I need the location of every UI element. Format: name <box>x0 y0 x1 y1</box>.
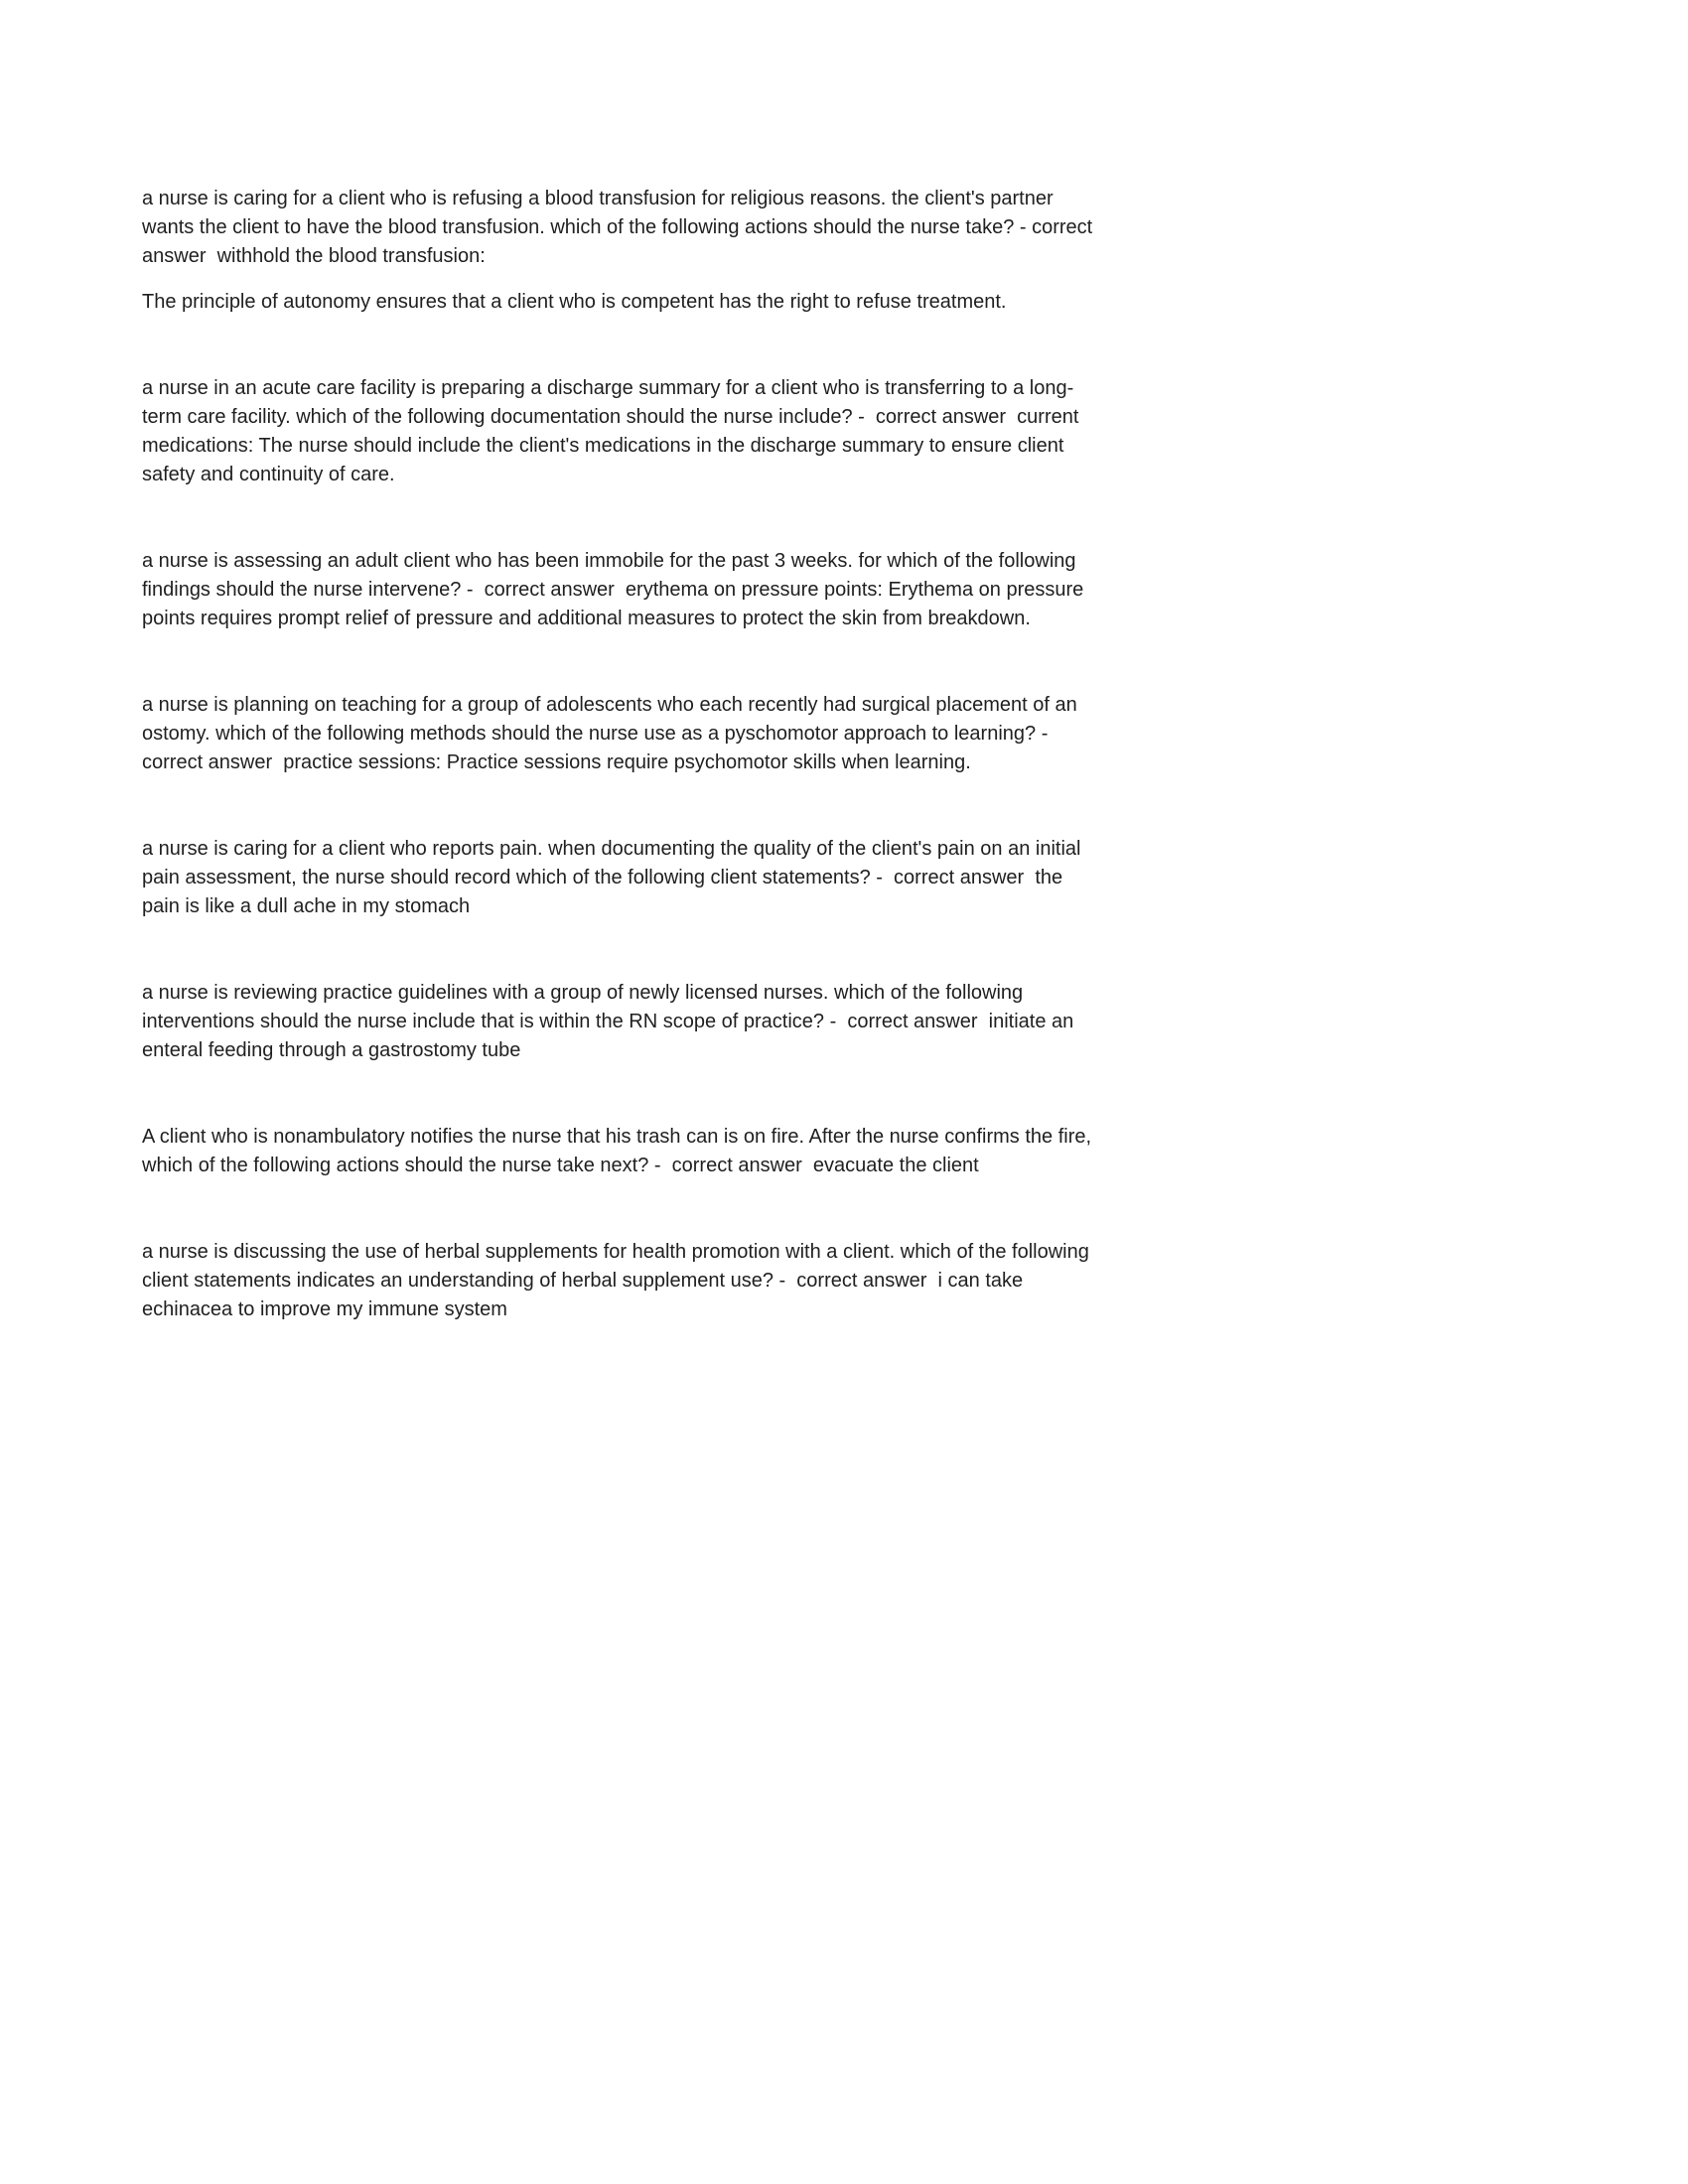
qa-paragraph: a nurse is planning on teaching for a group of adolescents who each recently had surgical placement of an ostomy. which of the following methods should the nurse use as a pyschomotor approach to learning? - correct answer practice sessions: Practice sessions require psychomotor skills when learning. <box>142 694 1083 773</box>
qa-paragraph: a nurse is caring for a client who reports pain. when documenting the quality of the client's pain on an initial pain assessment, the nurse should record which of the following client statements? - correct answer the pain is like a dull ache in my stomach <box>142 838 1087 917</box>
qa-paragraph: A client who is nonambulatory notifies the nurse that his trash can is on fire. After the nurse confirms the fire, which of the following actions should the nurse take next? - correct answer evacuate the client <box>142 1126 1097 1176</box>
qa-paragraph: a nurse is assessing an adult client who has been immobile for the past 3 weeks. for which of the following findings should the nurse intervene? - correct answer erythema on pressure points: Erythema on pressure points requires prompt relief of pressure and additional measures to protect the skin from breakdown. <box>142 550 1089 629</box>
rationale-paragraph: The principle of autonomy ensures that a client who is competent has the right to refuse treatment. <box>142 291 1007 313</box>
qa-paragraph: a nurse is discussing the use of herbal supplements for health promotion with a client. which of the following client statements indicates an understanding of herbal supplement use? - correct answer i can take echinacea to improve my immune system <box>142 1241 1095 1320</box>
qa-paragraph: a nurse is reviewing practice guidelines with a group of newly licensed nurses. which of the following interventions should the nurse include that is within the RN scope of practice? - correct answer initiate an enteral feeding through a gastrostomy tube <box>142 982 1079 1061</box>
document-content <box>142 185 1098 1341</box>
qa-paragraph: a nurse is caring for a client who is refusing a blood transfusion for religious reasons. the client's partner wants the client to have the blood transfusion. which of the following actions should the nurse take? - correct answer withhold the blood transfusion: <box>142 188 1098 267</box>
qa-paragraph: a nurse in an acute care facility is preparing a discharge summary for a client who is transferring to a long-term care facility. which of the following documentation should the nurse include? - correct answer current medications: The nurse should include the client's medications in the discharge summary to ensure client safety and continuity of care. <box>142 377 1084 485</box>
